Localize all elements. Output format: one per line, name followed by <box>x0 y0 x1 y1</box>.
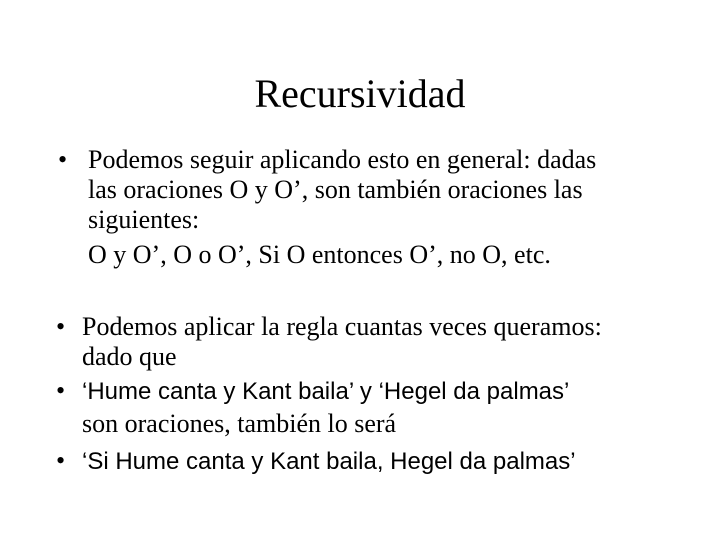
bullet-1-line-1: Podemos seguir aplicando esto en general: dadas <box>88 145 597 174</box>
bullet-4-line-1: ‘Si Hume canta y Kant baila, Hegel da palmas’ <box>82 448 576 475</box>
bullet-2-line-2: dado que <box>82 342 177 371</box>
bullet-1-line-3: siguientes: <box>88 205 200 234</box>
bullet-2-marker: • <box>56 312 66 341</box>
bullet-2-line-1: Podemos aplicar la regla cuantas veces queramos: <box>82 312 602 341</box>
bullet-1-line-4: O y O’, O o O’, Si O entonces O’, no O, etc. <box>88 240 551 269</box>
bullet-3-marker: • <box>56 376 66 405</box>
bullet-1-line-2: las oraciones O y O’, son también oraciones las <box>88 175 583 204</box>
bullet-4-marker: • <box>56 446 66 475</box>
bullet-3-line-1: ‘Hume canta y Kant baila’ y ‘Hegel da palmas’ <box>82 378 570 405</box>
bullet-1-marker: • <box>58 145 68 174</box>
slide-title: Recursividad <box>254 71 466 116</box>
bullet-3-line-2: son oraciones, también lo será <box>82 409 397 438</box>
